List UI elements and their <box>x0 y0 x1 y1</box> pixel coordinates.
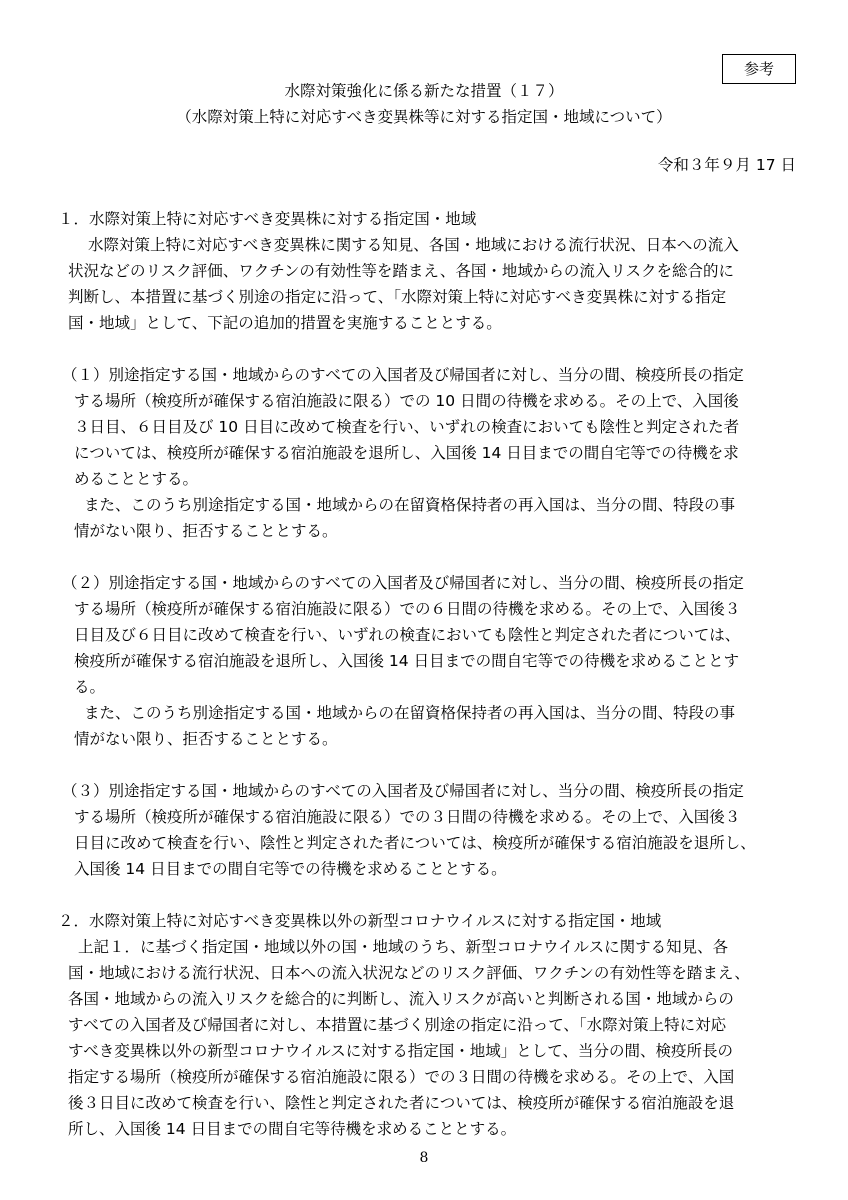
body-line: する場所（検疫所が確保する宿泊施設に限る）での 10 日間の待機を求める。その上で、入国後 <box>74 392 739 410</box>
body-line: すべき変異株以外の新型コロナウイルスに対する指定国・地域」として、当分の間、検疫所長の <box>68 1042 733 1060</box>
body-line: （２）別途指定する国・地域からのすべての入国者及び帰国者に対し、当分の間、検疫所長の指定 <box>62 574 744 592</box>
document-date: 令和３年９月 17 日 <box>657 156 796 174</box>
body-line: 国・地域」として、下記の追加的措置を実施することとする。 <box>68 314 502 332</box>
body-line: ３日目、６日目及び 10 日目に改めて検査を行い、いずれの検査においても陰性と判定された者 <box>74 418 740 436</box>
section-heading: ２．水際対策上特に対応すべき変異株以外の新型コロナウイルスに対する指定国・地域 <box>58 912 662 930</box>
body-line: 判断し、本措置に基づく別途の指定に沿って、「水際対策上特に対応すべき変異株に対する指定 <box>68 288 727 306</box>
body-line: 後３日目に改めて検査を行い、陰性と判定された者については、検疫所が確保する宿泊施設を退 <box>68 1094 735 1112</box>
body-line: 検疫所が確保する宿泊施設を退所し、入国後 14 日目までの間自宅等での待機を求めることとす <box>74 652 740 670</box>
body-line: 各国・地域からの流入リスクを総合的に判断し、流入リスクが高いと判断される国・地域からの <box>68 990 734 1008</box>
body-line: 水際対策上特に対応すべき変異株に関する知見、各国・地域における流行状況、日本への流入 <box>88 236 739 254</box>
body-line: また、このうち別途指定する国・地域からの在留資格保持者の再入国は、当分の間、特段の事 <box>84 496 736 514</box>
body-line: 指定する場所（検疫所が確保する宿泊施設に限る）での３日間の待機を求める。その上で、入国 <box>68 1068 735 1086</box>
body-line: （３）別途指定する国・地域からのすべての入国者及び帰国者に対し、当分の間、検疫所長の指定 <box>62 782 744 800</box>
body-line: 状況などのリスク評価、ワクチンの有効性等を踏まえ、各国・地域からの流入リスクを総合的に <box>68 262 735 280</box>
body-line: については、検疫所が確保する宿泊施設を退所し、入国後 14 日目までの間自宅等での待機を求 <box>74 444 739 462</box>
body-line: 情がない限り、拒否することとする。 <box>74 522 338 540</box>
body-line: 上記１．に基づく指定国・地域以外の国・地域のうち、新型コロナウイルスに関する知見、各 <box>78 938 729 956</box>
body-line: 日目及び６日目に改めて検査を行い、いずれの検査においても陰性と判定された者については、 <box>74 626 741 644</box>
body-line: 情がない限り、拒否することとする。 <box>74 730 338 748</box>
body-line: 国・地域における流行状況、日本への流入状況などのリスク評価、ワクチンの有効性等を踏まえ、 <box>68 964 750 982</box>
page-number: 8 <box>419 1150 429 1166</box>
reference-label: 参考 <box>722 54 796 84</box>
body-line: る。 <box>74 678 106 696</box>
document-subtitle: （水際対策上特に対応すべき変異株等に対する指定国・地域について） <box>176 108 672 126</box>
body-line: また、このうち別途指定する国・地域からの在留資格保持者の再入国は、当分の間、特段の事 <box>84 704 736 722</box>
body-line: （１）別途指定する国・地域からのすべての入国者及び帰国者に対し、当分の間、検疫所長の指定 <box>62 366 744 384</box>
document-title: 水際対策強化に係る新たな措置（１７） <box>284 82 564 100</box>
body-line: 日目に改めて検査を行い、陰性と判定された者については、検疫所が確保する宿泊施設を退所し、 <box>74 834 756 852</box>
body-line: めることとする。 <box>74 470 199 488</box>
body-line: する場所（検疫所が確保する宿泊施設に限る）での３日間の待機を求める。その上で、入国後３ <box>74 808 741 826</box>
body-line: する場所（検疫所が確保する宿泊施設に限る）での６日間の待機を求める。その上で、入国後３ <box>74 600 741 618</box>
body-line: すべての入国者及び帰国者に対し、本措置に基づく別途の指定に沿って、「水際対策上特に対応 <box>68 1016 727 1034</box>
body-line: 入国後 14 日目までの間自宅等での待機を求めることとする。 <box>74 860 507 878</box>
body-line: 所し、入国後 14 日目までの間自宅等待機を求めることとする。 <box>68 1120 517 1138</box>
section-heading: １．水際対策上特に対応すべき変異株に対する指定国・地域 <box>58 210 477 228</box>
